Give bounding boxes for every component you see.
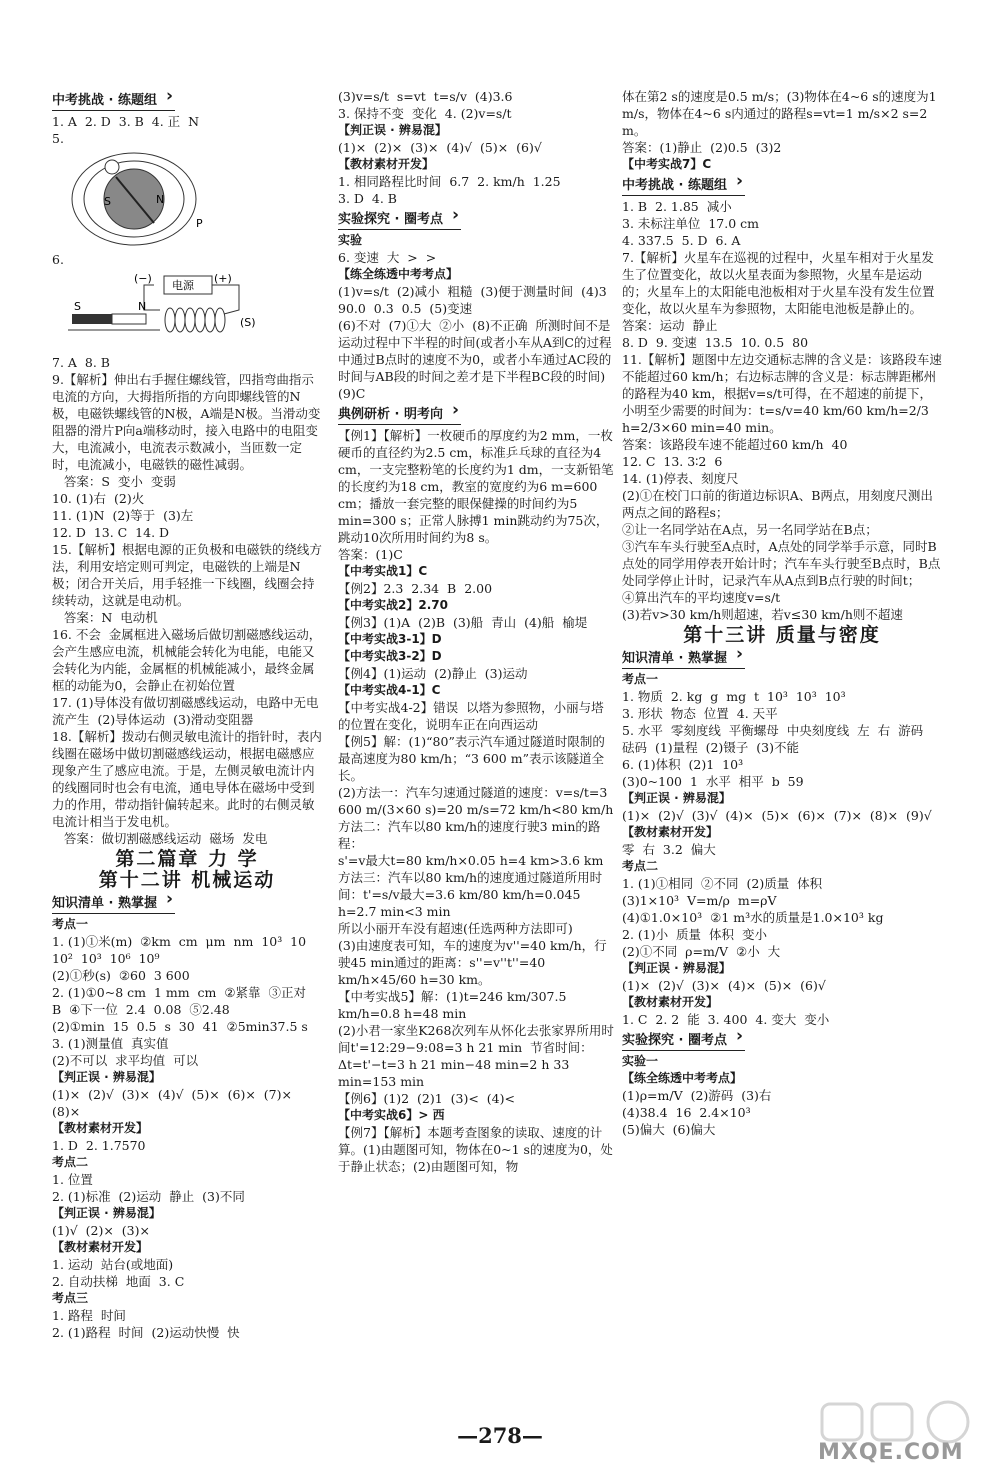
answer-line: 1. C 2. 2 能 3. 400 4. 变大 变小 bbox=[622, 1012, 830, 1027]
answer-line: 1. (1)①相同 ②不同 (2)质量 体积 bbox=[622, 876, 823, 891]
answer-line: (1)ρ=m/V (2)游码 (3)右 bbox=[622, 1088, 772, 1103]
answer-line: 2. (1)标准 (2)运动 静止 (3)不同 bbox=[52, 1189, 245, 1204]
answer-line: 1. 相同路程比时间 6.7 2. km/h 1.25 bbox=[338, 174, 561, 189]
subsection-label: 考点二 bbox=[622, 859, 659, 873]
section-header: 典例研析 · 明考向 › bbox=[338, 405, 461, 425]
answer-line: 6. bbox=[52, 252, 64, 267]
answer-line: (3)若v>30 km/h则超速，若v≤30 km/h则不超速 bbox=[622, 607, 903, 622]
subsection-label: 【中考实战7】C bbox=[622, 157, 712, 171]
answer-line: (3)v=s/t s=vt t=s/v (4)3.6 bbox=[338, 89, 513, 104]
answer-line: 1. B 2. 1.85 减小 bbox=[622, 199, 732, 214]
answer-line: 1. 运动 站台(或地面) bbox=[52, 1257, 174, 1272]
label-s-coil: (S) bbox=[240, 316, 256, 329]
answer-line: 2. (1)小 质量 体积 变小 bbox=[622, 927, 767, 942]
answer-line: (2)①不同 ρ=m/V ②小 大 bbox=[622, 944, 781, 959]
answer-line: (3)由速度表可知，车的速度为v''=40 km/h，行驶45 min通过的距离：s''=v''t''=40 km/h×45/60 h=30 km。 bbox=[338, 938, 607, 987]
answer-line: 2. (1)①0~8 cm 1 mm cm ②紧靠 ③正对 B ④下一位 2.4 0.08 ⑤2.48 bbox=[52, 985, 314, 1017]
answer-line: 15.【解析】根据电源的正负极和电磁铁的绕线方法，利用安培定则可判定，电磁铁的上端是N极；闭合开关后，用手轻推一下线圈，线圈会持续转动，这就是电动机。 bbox=[52, 542, 322, 608]
answer-line: 10. (1)右 (2)火 bbox=[52, 491, 145, 506]
answer-line: 1. A 2. D 3. B 4. 正 N bbox=[52, 114, 200, 129]
column-right bbox=[622, 88, 942, 1138]
answer-line: 答案：(1)静止 (2)0.5 (3)2 bbox=[622, 140, 782, 155]
page-number: —278— bbox=[457, 1423, 543, 1448]
answer-line: (2)方法一：汽车匀速通过隧道的速度：v=s/t=3 600 m/(3×60 s)=20 m/s=72 km/h<80 km/h bbox=[338, 785, 614, 817]
label-p: P bbox=[196, 217, 203, 230]
subsection-label: 【判正误 · 辨易混】 bbox=[622, 791, 731, 805]
answer-line: (4)①1.0×10³ ②1 m³水的质量是1.0×10³ kg bbox=[622, 910, 884, 925]
section-header: 中考挑战 · 练题组 › bbox=[52, 91, 175, 111]
answer-line: 体在第2 s的速度是0.5 m/s；(3)物体在4~6 s的速度为1 m/s，物体在4~6 s内通过的路程s=vt=1 m/s×2 s=2 m。 bbox=[622, 89, 941, 138]
answer-line: 6. 变速 大 > > bbox=[338, 250, 437, 265]
subsection-label: 【教材素材开发】 bbox=[622, 825, 719, 839]
answer-line: (2)①在校门口前的街道边标识A、B两点，用刻度尺测出两点之间的路程s； bbox=[622, 488, 933, 520]
chapter-title: 第十三讲 质量与密度 bbox=[683, 624, 881, 646]
answer-line: 1. D 2. 1.7570 bbox=[52, 1138, 146, 1153]
answer-line: (2)小君一家坐K268次列车从怀化去张家界所用时间t'=12:29−9:08=3 h 21 min 节省时间：Δt=t'−t=3 h 21 min−48 min=2 h 33 min=153 min bbox=[338, 1023, 614, 1089]
subsection-label: 【中考实战2】2.70 bbox=[338, 598, 448, 612]
answer-line: 【例3】(1)A (2)B (3)船 青山 (4)船 榆堤 bbox=[338, 615, 588, 630]
answer-line: 【例7】【解析】本题考查图象的读取、速度的计算。(1)由题图可知，物体在0~1 s的速度为0，处于静止状态；(2)由题图可知，物 bbox=[338, 1125, 613, 1174]
subsection-label: 【中考实战4-1】C bbox=[338, 683, 441, 697]
column-middle bbox=[338, 88, 616, 1175]
answer-line: (1)v=s/t (2)减小 粗糙 (3)便于测量时间 (4)3 90.0 0.3 0.5 (5)变速 bbox=[338, 284, 615, 316]
answer-line: 答案：S 变小 变弱 bbox=[52, 474, 176, 489]
answer-line: (5)偏大 (6)偏大 bbox=[622, 1122, 716, 1137]
answer-line: 14. (1)停表、刻度尺 bbox=[622, 471, 739, 486]
answer-line: s'=v最大t=80 km/h×0.05 h=4 km>3.6 km bbox=[338, 853, 604, 868]
answer-line: 1. 路程 时间 bbox=[52, 1308, 126, 1323]
answer-line: 【例5】解：(1)“80”表示汽车通过隧道时限制的最高速度为80 km/h；“3 600 m”表示该隧道全长。 bbox=[338, 734, 605, 783]
subsection-label: 【教材素材开发】 bbox=[52, 1121, 149, 1135]
answer-line: (1)× (2)× (3)× (4)√ (5)× (6)√ bbox=[338, 140, 542, 155]
answer-line: (1)× (2)√ (3)× (4)× (5)× (6)√ bbox=[622, 978, 826, 993]
label-minus: (−) bbox=[134, 272, 152, 285]
answer-line: 方法二：汽车以80 km/h的速度行驶3 min的路程： bbox=[338, 819, 601, 851]
column-left bbox=[52, 88, 322, 1341]
label-s: S bbox=[104, 195, 111, 208]
answer-line: 12. C 13. 3∶2 6 bbox=[622, 454, 723, 469]
section-header: 实验探究 · 圈考点 › bbox=[622, 1031, 745, 1051]
subsection-label: 【练全练透中考考点】 bbox=[338, 267, 459, 281]
answer-line: 【例6】(1)2 (2)1 (3)< (4)< bbox=[338, 1091, 515, 1106]
answer-line: 4. 337.5 5. D 6. A bbox=[622, 233, 741, 248]
answer-line: 答案：做切割磁感线运动 磁场 发电 bbox=[52, 831, 268, 846]
answer-line: 3. 保持不变 变化 4. (2)v=s/t bbox=[338, 106, 512, 121]
subsection-label: 【练全练透中考考点】 bbox=[622, 1071, 743, 1085]
chapter-title: 第十二讲 机械运动 bbox=[98, 869, 276, 891]
section-header: 中考挑战 · 练题组 › bbox=[622, 176, 745, 196]
subsection-label: 【教材素材开发】 bbox=[622, 995, 719, 1009]
answer-line: ③汽车车头行驶至A点时，A点处的同学举手示意，同时B点处的同学用停表开始计时；汽车车头行驶至B点时，B点处同学停止计时，记录汽车从A点到B点行驶的时间t； bbox=[622, 539, 941, 588]
answer-line: 8. D 9. 变速 13.5 10. 0.5 80 bbox=[622, 335, 809, 350]
answer-line: 9.【解析】伸出右手握住螺线管，四指弯曲指示电流的方向，大拇指所指的方向即螺线管的N极，电磁铁螺线管的N极，A端是N极。当滑动变阻器的滑片P向a端移动时，接入电路中的电阻变大，电流减小，电流表示数减小，当匝数一定时，电流减小，电磁铁的磁性减弱。 bbox=[52, 372, 321, 472]
answer-line: 答案：该路段车速不能超过60 km/h 40 bbox=[622, 437, 848, 452]
subsection-label: 考点二 bbox=[52, 1155, 89, 1169]
label-power-supply: 电源 bbox=[172, 279, 194, 292]
answer-line: 1. 物质 2. kg g mg t 10³ 10³ 10³ bbox=[622, 689, 846, 704]
magnetic-field-diagram bbox=[64, 149, 214, 249]
watermark-text: MXQE.COM bbox=[818, 1440, 964, 1465]
subsection-label: 【判正误 · 辨易混】 bbox=[338, 123, 447, 137]
answer-line: 12. D 13. C 14. D bbox=[52, 525, 170, 540]
answer-line: 2. (1)路程 时间 (2)运动快慢 快 bbox=[52, 1325, 240, 1340]
answer-line: (9)C bbox=[338, 386, 366, 401]
subsection-label: 【教材素材开发】 bbox=[52, 1240, 149, 1254]
answer-line: 答案：N 电动机 bbox=[52, 610, 158, 625]
answer-line: (3)1×10³ V=m/ρ m=ρV bbox=[622, 893, 777, 908]
answer-line: (1)× (2)√ (3)√ (4)× (5)× (6)× (7)× (8)× (9)√ bbox=[622, 808, 932, 823]
answer-line: 方法三：汽车以80 km/h的速度通过隧道所用时间：t'=s/v最大=3.6 km/80 km/h=0.045 h=2.7 min<3 min bbox=[338, 870, 603, 919]
answer-line: 18.【解析】拨动右侧灵敏电流计的指针时，表内线圈在磁场中做切割磁感线运动，根据电磁感应现象产生了感应电流。于是，左侧灵敏电流计内的线圈同时也会有电流，通电导体在磁场中受到力的作用，带动指针偏转起来。此时的右侧灵敏电流计相当于发电机。 bbox=[52, 729, 322, 829]
answer-line: (4)38.4 16 2.4×10³ bbox=[622, 1105, 751, 1120]
subsection-label: 【教材素材开发】 bbox=[338, 157, 435, 171]
answer-line: 【例2】2.3 2.34 B 2.00 bbox=[338, 581, 493, 596]
subsection-label: 考点一 bbox=[52, 917, 89, 931]
answer-line: 3. 形状 物态 位置 4. 天平 bbox=[622, 706, 778, 721]
electromagnet-circuit-diagram bbox=[64, 270, 274, 352]
subsection-label: 考点一 bbox=[622, 672, 659, 686]
answer-line: (3)0~100 1 水平 相平 b 59 bbox=[622, 774, 804, 789]
answer-line: 所以小丽开车没有超速(任选两种方法即可) bbox=[338, 921, 573, 936]
answer-line: 答案：(1)C bbox=[338, 547, 403, 562]
section-header: 知识清单 · 熟掌握 › bbox=[52, 894, 175, 914]
answer-line: 1. 位置 bbox=[52, 1172, 93, 1187]
answer-line: 2. 自动扶梯 地面 3. C bbox=[52, 1274, 185, 1289]
subsection-label: 实验一 bbox=[622, 1054, 659, 1068]
answer-line: 【例4】(1)运动 (2)静止 (3)运动 bbox=[338, 666, 528, 681]
label-n: N bbox=[156, 193, 165, 206]
section-header: 知识清单 · 熟掌握 › bbox=[622, 649, 745, 669]
answer-line: 5. 水平 零刻度线 平衡螺母 中央刻度线 左 右 游码 砝码 (1)量程 (2)镊子 (3)不能 bbox=[622, 723, 932, 755]
answer-line: 3. D 4. B bbox=[338, 191, 397, 206]
subsection-label: 【中考实战1】C bbox=[338, 564, 428, 578]
subsection-label: 考点三 bbox=[52, 1291, 89, 1305]
section-header: 实验探究 · 圈考点 › bbox=[338, 210, 461, 230]
answer-line: (1)× (2)√ (3)× (4)√ (5)× (6)× (7)× (8)× bbox=[52, 1087, 300, 1119]
answer-line: 1. (1)①米(m) ②km cm μm nm 10³ 10 10² 10³ 10⁶ 10⁹ bbox=[52, 934, 315, 966]
label-n-bar: N bbox=[138, 300, 147, 313]
answer-line: (2)①min 15 0.5 s 30 41 ②5min37.5 s bbox=[52, 1019, 308, 1034]
answer-line: 3. (1)测量值 真实值 bbox=[52, 1036, 169, 1051]
answer-line: 【中考实战4-2】错误 以塔为参照物，小丽与塔的位置在变化，说明车正在向西运动 bbox=[338, 700, 604, 732]
answer-line: 3. 未标注单位 17.0 cm bbox=[622, 216, 760, 231]
subsection-label: 【中考实战3-2】D bbox=[338, 649, 442, 663]
subsection-label: 实验 bbox=[338, 233, 363, 247]
answer-line: (2)①秒(s) ②60 3 600 bbox=[52, 968, 190, 983]
answer-line: 答案：运动 静止 bbox=[622, 318, 718, 333]
label-s-bar: S bbox=[74, 300, 81, 313]
chapter-title: 第二篇章 力 学 bbox=[115, 848, 259, 870]
answer-line: (2)不可以 求平均值 可以 bbox=[52, 1053, 199, 1068]
answer-line: 17. (1)导体没有做切割磁感线运动，电路中无电流产生 (2)导体运动 (3)滑动变阻器 bbox=[52, 695, 319, 727]
answer-line: 【中考实战5】解：(1)t=246 km/307.5 km/h=0.8 h=48 min bbox=[338, 989, 571, 1021]
answer-line: 11.【解析】题图中左边交通标志牌的含义是：该路段车速不能超过60 km/h；右边标志牌的含义是：标志牌距郴州的路程为40 km，根据v=s/t可得，在不超速的前提下，小明至少需要的时间为：t=s/v=40 km/60 km/h=2/3 h=2/3×60 min=40 min。 bbox=[622, 352, 942, 435]
subsection-label: 【判正误 · 辨易混】 bbox=[52, 1070, 161, 1084]
subsection-label: 【中考实战6】> 西 bbox=[338, 1108, 445, 1122]
subsection-label: 【判正误 · 辨易混】 bbox=[622, 961, 731, 975]
answer-line: 【例1】【解析】一枚硬币的厚度约为2 mm，一枚硬币的直径约为2.5 cm，标准乒乓球的直径为4 cm，一支完整粉笔的长度约为1 dm，一支新铅笔的长度约为18 cm，教室的宽度约为6 m=600 cm；播放一套完整的眼保健操的时间约为5 min=300 s；正常人脉搏1 min跳动约为75次，跳动10次所用时间约为8 s。 bbox=[338, 428, 614, 545]
answer-line: 7.【解析】火星车在巡视的过程中，火星车相对于火星发生了位置变化，故以火星表面为参照物，火星车是运动的；火星车上的太阳能电池板相对于火星车没有发生位置变化，故以火星车为参照物，太阳能电池板是静止的。 bbox=[622, 250, 935, 316]
subsection-label: 【判正误 · 辨易混】 bbox=[52, 1206, 161, 1220]
answer-line: 5. bbox=[52, 131, 64, 146]
answer-line: ④算出汽车的平均速度v=s/t bbox=[622, 590, 781, 605]
label-plus: (+) bbox=[214, 272, 232, 285]
answer-line: 7. A 8. B bbox=[52, 355, 110, 370]
answer-line: 11. (1)N (2)等于 (3)左 bbox=[52, 508, 194, 523]
answer-line: (1)√ (2)× (3)× bbox=[52, 1223, 150, 1238]
answer-line: (6)不对 (7)①大 ②小 (8)不正确 所测时间不是运动过程中下半程的时间(或者小车从A到C的过程中通过B点时的速度不为0，或者小车通过AC段的时间与AB段的时间之差才是下半程BC段的时间) bbox=[338, 318, 612, 384]
answer-line: 6. (1)体积 (2)1 10³ bbox=[622, 757, 744, 772]
answer-line: 16. 不会 金属框进入磁场后做切割磁感线运动，会产生感应电流，机械能会转化为电能，电能又会转化为内能，金属框的机械能减小，最终金属框的动能为0，会静止在初始位置 bbox=[52, 627, 322, 693]
subsection-label: 【中考实战3-1】D bbox=[338, 632, 442, 646]
answer-line: 零 右 3.2 偏大 bbox=[622, 842, 716, 857]
answer-line: ②让一名同学站在A点，另一名同学站在B点； bbox=[622, 522, 878, 537]
